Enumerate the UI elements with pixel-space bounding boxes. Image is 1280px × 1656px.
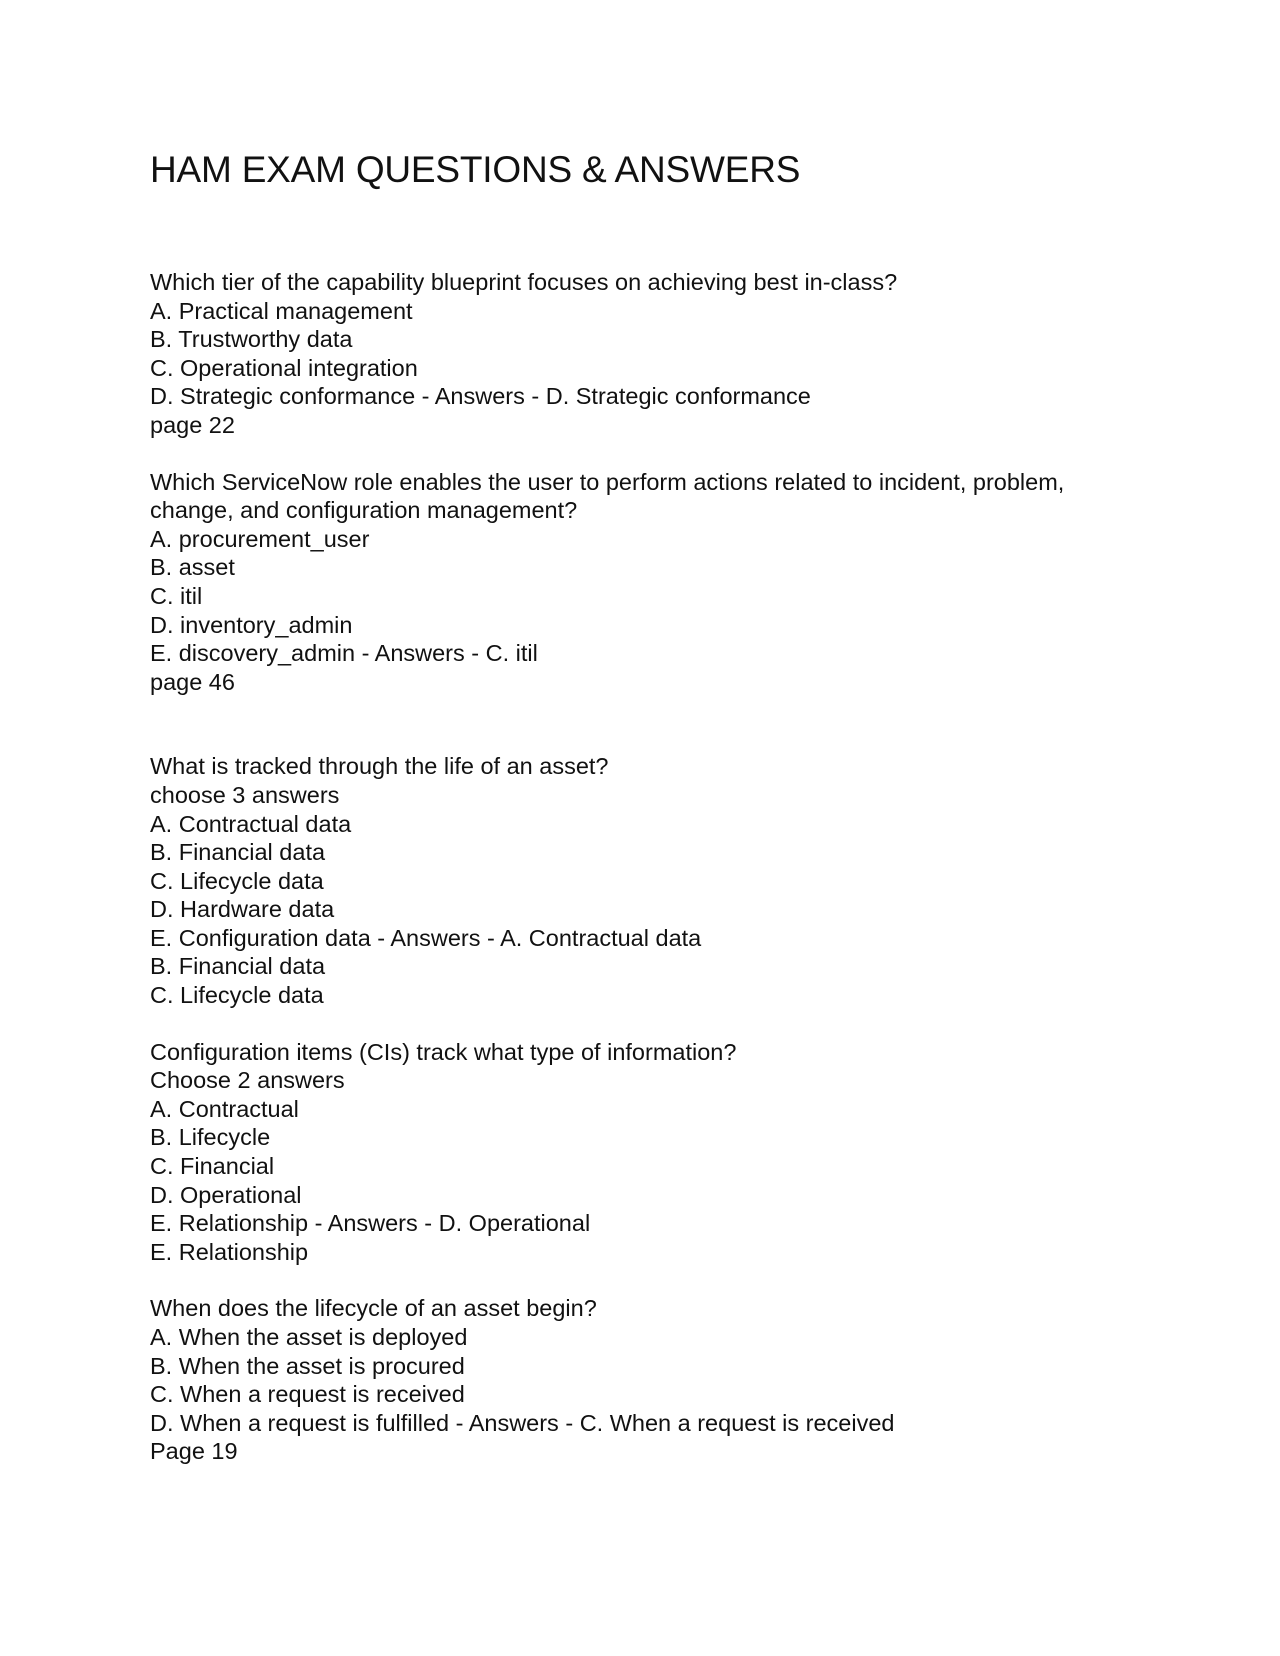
question-block-4 [150,1038,1150,1267]
answer-option: B. Financial data [150,839,326,866]
answer-option: B. Trustworthy data [150,326,353,353]
answer-option: B. asset [150,554,235,581]
page-reference: page 22 [150,411,235,438]
answer-option: C. itil [150,582,203,609]
answer-option: A. Contractual [150,1095,299,1122]
question-text: When does the lifecycle of an asset begin? [150,1295,597,1322]
question-block-2 [150,468,1150,697]
question-instruction: Choose 2 answers [150,1067,345,1094]
question-list [150,268,1150,1466]
answer-option: B. When the asset is procured [150,1352,465,1379]
page-reference: page 46 [150,668,235,695]
answer-option: C. Financial [150,1153,275,1180]
answer-option: B. Lifecycle [150,1124,271,1151]
answer-option-with-answer: D. Strategic conformance - Answers - D. Strategic conformance [150,383,811,410]
question-block-3 [150,752,1150,1009]
answer-option-with-answer: E. discovery_admin - Answers - C. itil [150,640,538,667]
answer-option: A. Practical management [150,297,413,324]
answer-option: D. Operational [150,1181,302,1208]
answer-option-with-answer: D. When a request is fulfilled - Answers - C. When a request is received [150,1409,895,1436]
answer-continuation: C. Lifecycle data [150,982,324,1009]
question-text: Which ServiceNow role enables the user to perform actions related to incident, problem, change, and configuration management? [150,468,1065,524]
question-instruction: choose 3 answers [150,781,340,808]
question-text: Configuration items (CIs) track what type of information? [150,1038,737,1065]
page-title: HAM EXAM QUESTIONS & ANSWERS [150,149,801,190]
answer-option: D. Hardware data [150,896,335,923]
answer-option: A. When the asset is deployed [150,1324,468,1350]
answer-option: D. inventory_admin [150,611,353,638]
page-reference: Page 19 [150,1438,238,1465]
question-block-5 [150,1294,1150,1466]
question-text: Which tier of the capability blueprint focuses on achieving best in-class? [150,269,898,295]
question-block-1 [150,268,1150,440]
answer-option-with-answer: E. Configuration data - Answers - A. Contractual data [150,924,702,951]
question-text: What is tracked through the life of an asset? [150,753,609,780]
answer-option: A. procurement_user [150,525,370,552]
answer-continuation: B. Financial data [150,953,326,980]
answer-option: C. Operational integration [150,354,418,381]
answer-option: C. When a request is received [150,1381,465,1408]
answer-option: A. Contractual data [150,810,352,837]
answer-continuation: E. Relationship [150,1238,309,1265]
document-page [150,148,1150,1466]
answer-option-with-answer: E. Relationship - Answers - D. Operational [150,1210,591,1237]
answer-option: C. Lifecycle data [150,867,324,894]
